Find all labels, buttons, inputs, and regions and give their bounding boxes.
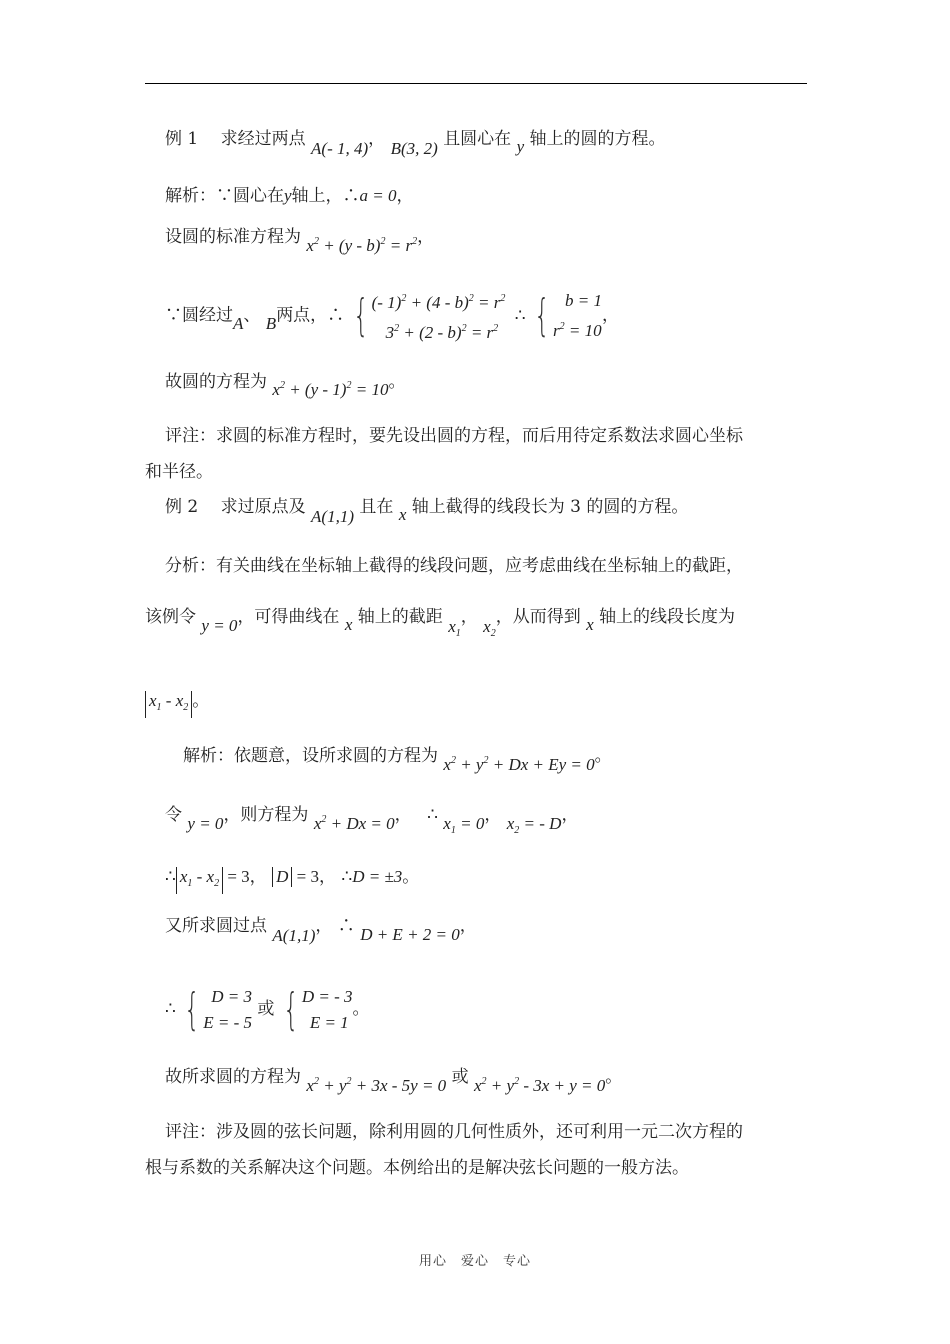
solution-2-line-5: ∴ { D = 3 E = - 5 或 { D = - 3 E = 1 。 bbox=[165, 983, 370, 1035]
point-b: B(3, 2) bbox=[390, 139, 438, 158]
equation-system-2b: { D = - 3 E = 1 bbox=[283, 983, 353, 1035]
page-footer: 用心 爱心 专心 bbox=[418, 1254, 531, 1269]
solution-1-line-4: 故圆的方程为 $x^2 + (y - 1)^2 = 10$。 bbox=[165, 372, 406, 399]
example-2-title: 例 2 求过原点及 A(1,1) 且在 x 轴上截得的线段长为 3 的圆的方程。 bbox=[165, 497, 689, 526]
equation-system-1-result: { b = 1 $r^2 = 10$ bbox=[534, 290, 603, 341]
analysis-2-line-1: 分析：有关曲线在坐标轴上截得的线段问题，应考虑曲线在坐标轴上的截距， bbox=[165, 556, 743, 576]
note-2-line-2: 根与系数的关系解决这个问题。本例给出的是解决弦长问题的一般方法。 bbox=[145, 1158, 689, 1178]
circle-equation-general: $x^2 + (y - b)^2 = r^2$ bbox=[306, 236, 418, 255]
circle-equation-general-2: $x^2 + y^2 + Dx + Ey = 0$ bbox=[443, 755, 595, 774]
example-1-title: 例 1 求经过两点 A(- 1, 4)， B(3, 2) 且圆心在 y 轴上的圆的方程。 bbox=[165, 129, 666, 158]
circle-equation-result: $x^2 + (y - 1)^2 = 10$ bbox=[272, 380, 389, 399]
point-a: A(- 1, 4) bbox=[311, 139, 369, 158]
equation-system-2a: { D = 3 E = - 5 bbox=[184, 983, 253, 1035]
solution-1-line-3: ∵圆经过A、 B两点，∴ { (- $1)^2 + (4 - b)^2 = r^2$ $3^2 + (2 - b)^2 = r^2$ ∴ { b = 1 $r^2 = 10$ ， bbox=[165, 286, 619, 346]
analysis-2-line-3: $x_1 - x_2$ 。 bbox=[145, 690, 209, 718]
solution-2-line-4: 又所求圆过点 A(1,1)， ∴ D + E + 2 = 0， bbox=[165, 916, 477, 945]
analysis-2-line-2: 该例令 y = 0，可得曲线在 x 轴上的截距 $x_1$， $x_2$，从而得到 x 轴上的线段长度为 bbox=[145, 607, 736, 639]
solution-2-line-6: 故所求圆的方程为 $x^2 + y^2 + 3x - 5y = 0$ 或 $x^2 + y^2 - 3x + y = 0$。 bbox=[165, 1067, 623, 1095]
solution-1-line-2: 设圆的标准方程为 $x^2 + (y - b)^2 = r^2$， bbox=[165, 227, 435, 255]
note-2-line-1: 评注：涉及圆的弦长问题，除利用圆的几何性质外，还可利用一元二次方程的 bbox=[165, 1122, 743, 1142]
equation-system-1: { (- $1)^2 + (4 - b)^2 = r^2$ $3^2 + (2 - b)^2 = r^2$ bbox=[352, 290, 506, 342]
solution-2-line-1: 解析：依题意，设所求圆的方程为 $x^2 + y^2 + Dx + Ey = 0$。 bbox=[183, 746, 612, 774]
note-1-line-2: 和半径。 bbox=[145, 462, 213, 482]
solution-2-line-3: ∴ $x_1 - x_2 = 3$， D = 3， ∴D = ±3。 bbox=[165, 866, 419, 894]
solution-1-line-1: 解析：∵圆心在y轴上，∴a = 0， bbox=[165, 186, 414, 206]
note-1-line-1: 评注：求圆的标准方程时，要先设出圆的方程，而后用待定系数法求圆心坐标 bbox=[165, 426, 743, 446]
header-rule bbox=[145, 83, 807, 84]
solution-2-line-2: 令 y = 0，则方程为 $x^2 + Dx = 0$， ∴ $x_1 = 0$， $x_2$ = - D， bbox=[165, 805, 579, 836]
